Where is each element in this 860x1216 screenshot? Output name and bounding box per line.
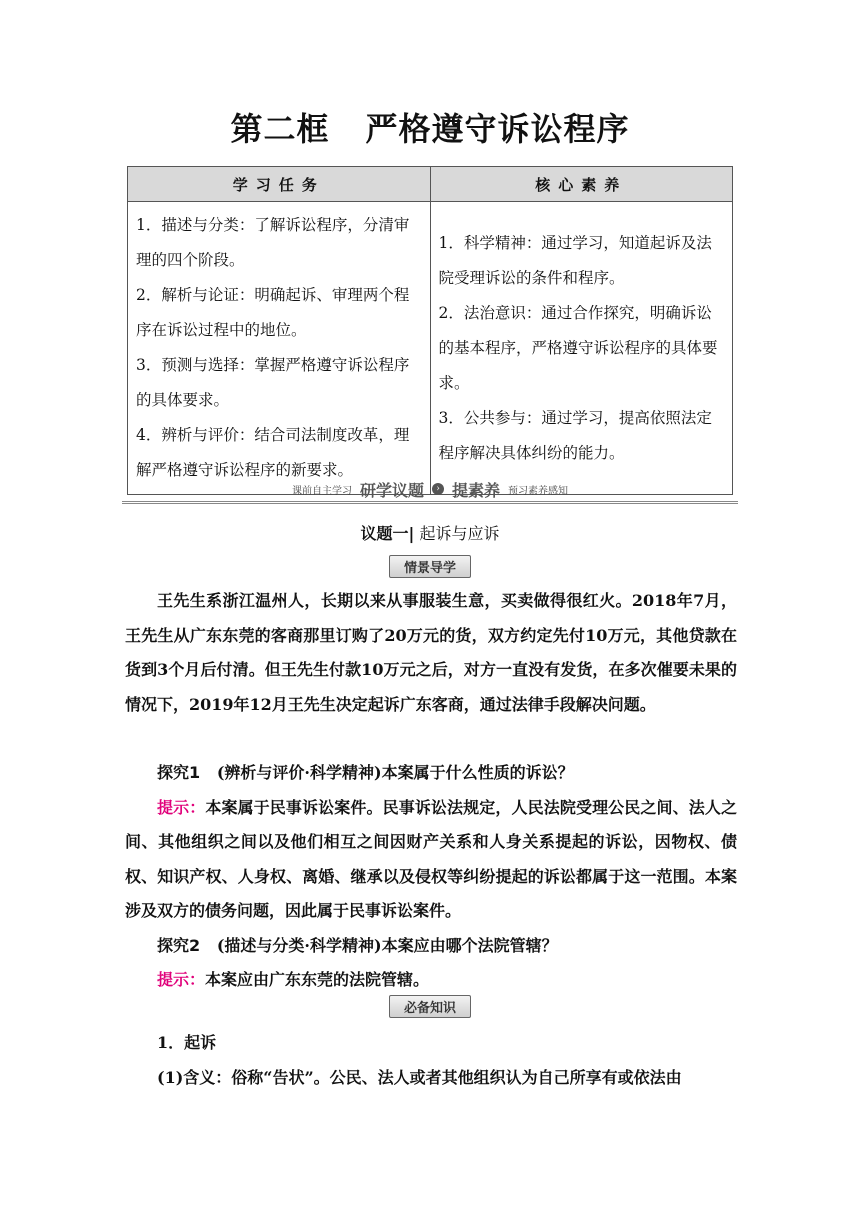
topic-text: 起诉与应诉 bbox=[419, 524, 500, 543]
section-banner bbox=[122, 477, 738, 504]
scenario-tag-label: 情景导学 bbox=[389, 555, 471, 578]
arrow-icon: › bbox=[432, 483, 444, 495]
inquiry-1 bbox=[125, 756, 737, 998]
literacy-item: 1．科学精神：通过学习，知道起诉及法院受理诉讼的条件和程序。 bbox=[438, 233, 712, 287]
scenario-paragraph bbox=[125, 584, 737, 722]
knowledge-section bbox=[125, 1026, 737, 1095]
title-part1: 第二框 bbox=[230, 110, 330, 148]
knowledge-tag-label: 必备知识 bbox=[389, 995, 471, 1018]
topic-heading bbox=[0, 521, 860, 544]
task-item: 2．解析与论证：明确起诉、审理两个程序在诉讼过程中的地位。 bbox=[136, 286, 410, 339]
hint-2-label: 提示： bbox=[157, 970, 206, 989]
inquiry-1-label: 探究1 bbox=[157, 763, 201, 782]
knowledge-tag bbox=[0, 995, 860, 1018]
hint-1-text: 本案属于民事诉讼案件。民事诉讼法规定，人民法院受理公民之间、法人之间、其他组织之间以及他们相互之间因财产关系和人身关系提起的诉讼，因物权、债权、知识产权、人身权、离婚、继承以及侵权等纠纷提起的诉讼都属于这一范围。本案涉及双方的债务问题，因此属于民事诉讼案件。 bbox=[125, 797, 737, 920]
topic-label: 议题一| bbox=[360, 524, 415, 543]
task-item: 4．辨析与评价：结合司法制度改革，理解严格遵守诉讼程序的新要求。 bbox=[136, 426, 410, 479]
item-1-heading: 1．起诉 bbox=[157, 1033, 217, 1052]
literacy-item: 3．公共参与：通过学习，提高依照法定程序解决具体纠纷的能力。 bbox=[438, 408, 712, 462]
inquiry-2-label: 探究2 bbox=[157, 935, 201, 955]
literacy-cell bbox=[430, 202, 733, 495]
learning-goals-table bbox=[127, 166, 733, 495]
literacy-item: 2．法治意识：通过合作探究，明确诉讼的基本程序，严格遵守诉讼程序的具体要求。 bbox=[438, 303, 718, 392]
header-learning-tasks: 学习任务 bbox=[128, 167, 431, 202]
task-item: 3．预测与选择：掌握严格遵守诉讼程序的具体要求。 bbox=[136, 356, 410, 409]
banner-right-text: 预习素养感知 bbox=[508, 485, 569, 497]
tasks-cell bbox=[128, 202, 431, 495]
banner-main-text-2: 提素养 bbox=[452, 480, 501, 500]
hint-2-text: 本案应由广东东莞的法院管辖。 bbox=[205, 970, 430, 989]
banner-main-text: 研学议题 bbox=[359, 480, 424, 500]
inquiry-2-text: (描述与分类·科学精神)本案应由哪个法院管辖？ bbox=[216, 935, 558, 955]
scenario-text: 王先生系浙江温州人，长期以来从事服装生意，买卖做得很红火。2018年7月，王先生从广东东莞的客商那里订购了20万元的货，双方约定先付10万元，其他贷款在货到3个月后付清。但王先生付款10万元之后，对方一直没有发货，在多次催要未果的情况下，2019年12月王先生决定起诉广东客商，通过法律手段解决问题。 bbox=[125, 591, 737, 714]
scenario-tag bbox=[0, 555, 860, 578]
page-title bbox=[0, 104, 860, 150]
inquiry-1-text: (辨析与评价·科学精神)本案属于什么性质的诉讼？ bbox=[216, 763, 574, 782]
hint-1-label: 提示： bbox=[157, 797, 206, 817]
banner-left-text: 课前自主学习 bbox=[291, 485, 352, 497]
header-core-literacy: 核心素养 bbox=[430, 167, 733, 202]
task-item: 1．描述与分类：了解诉讼程序，分清审理的四个阶段。 bbox=[136, 216, 410, 269]
title-part2: 严格遵守诉讼程序 bbox=[365, 110, 630, 148]
item-1-definition: (1)含义：俗称“告状”。公民、法人或者其他组织认为自己所享有或依法由 bbox=[157, 1067, 682, 1087]
